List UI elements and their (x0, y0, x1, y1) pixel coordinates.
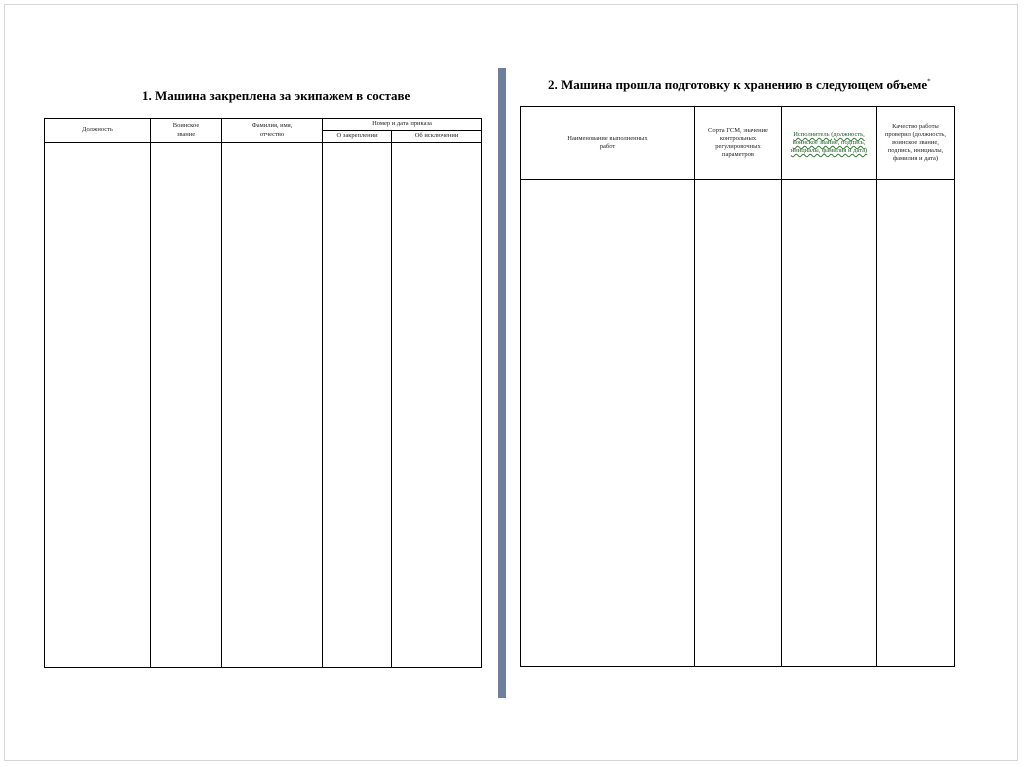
header-rank: Воинское звание (172, 122, 200, 138)
header-executor: Исполнитель (должность, воинское звание, подпись, инициалы, фамилия и дата) (790, 130, 868, 155)
section2-title-mark: * (927, 77, 931, 86)
header-order-assign: О закреплении (336, 132, 378, 140)
header-fuel: Сорта ГСМ, значение контрольных регулировочных параметров (708, 126, 768, 159)
section2-title-text: 2. Машина прошла подготовку к хранению в следующем объеме (548, 77, 928, 92)
header-position: Должность (82, 126, 113, 134)
crew-table (44, 118, 482, 668)
storage-table (520, 106, 955, 667)
header-quality: Качество работы проверил (должность, воинское звание, подпись, инициалы, фамилия и дата) (884, 122, 947, 163)
section1-title: 1. Машина закреплена за экипажем в составе (142, 88, 411, 103)
page-divider (498, 68, 506, 698)
header-name: Фамилия, имя, отчество (251, 122, 293, 138)
header-works: Наименование выполненных работ (567, 134, 648, 150)
header-order-group: Номер и дата приказа (372, 120, 432, 128)
section2-title (548, 77, 931, 93)
header-order-exclude: Об исключении (414, 132, 459, 140)
